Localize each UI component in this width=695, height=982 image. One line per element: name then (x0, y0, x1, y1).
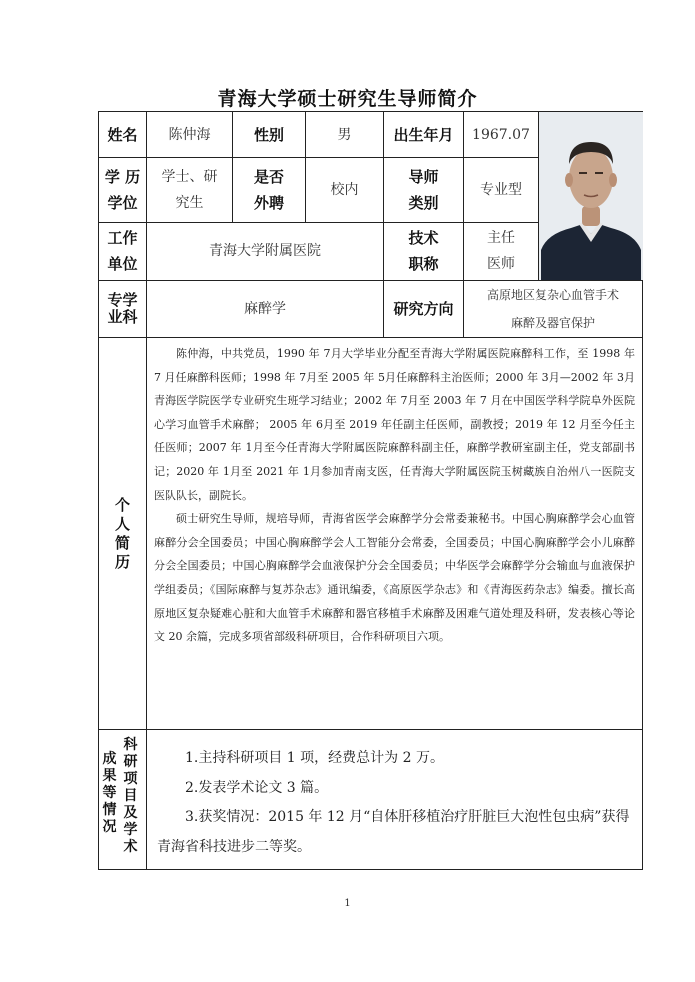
work-unit-value-cell (147, 222, 384, 280)
research-value-line2: 麻醉及器官保护 (510, 316, 595, 330)
specialty-value: 麻醉学 (244, 301, 286, 317)
achievements-label (99, 731, 146, 869)
name-value-cell (147, 112, 233, 158)
resume-label: 个人简历 (115, 495, 131, 571)
external-label-line1: 是否 (253, 167, 284, 186)
edu-label-line2: 学位 (107, 193, 138, 212)
photo-ear-left (565, 173, 573, 187)
external-label-cell (233, 158, 306, 222)
photo-neck (582, 206, 600, 226)
tutor-info-table (98, 111, 643, 870)
achievements-label-cell (99, 730, 147, 870)
work-unit-label-line1: 工作 (107, 229, 138, 248)
edu-value-line1: 学士、研 (161, 168, 218, 185)
specialty-label-cell (99, 281, 147, 338)
edu-value-line2: 究生 (175, 194, 204, 211)
research-value-cell (464, 281, 643, 338)
specialty-value-cell (147, 281, 384, 338)
birth-value-cell (464, 112, 539, 158)
external-label-line2: 外聘 (253, 193, 284, 212)
tutor-type-label-line1: 导师 (408, 167, 439, 186)
portrait-photo (539, 112, 643, 280)
achievements-label-col1: 成果等情况 (102, 750, 117, 835)
birth-label: 出生年月 (393, 125, 454, 144)
achievement-item-1: 1.主持科研项目 1 项，经费总计为 2 万。 (185, 750, 444, 766)
achievement-item-3: 3.获奖情况：2015 年 12 月“自体肝移植治疗肝脏巨大泡性包虫病”获得青海省科技进步二等奖。 (157, 809, 630, 855)
work-unit-label-cell (99, 222, 147, 280)
photo-eye-left (579, 172, 587, 174)
tech-title-label-cell (384, 222, 464, 280)
achievement-item-2: 2.发表学术论文 3 篇。 (185, 779, 329, 796)
resume-paragraph-1: 陈仲海，中共党员，1990 年 7月大学毕业分配至青海大学附属医院麻醉科工作，至 1998 年 7 月任麻醉科医师；1998 年 7月至 2005 年 5月任麻醉科主治医师；2000 年 3月—2002 年 3月青海医学院医学专业研究生班学习结业；2002 年 7月至 2003 年 7 月在中国医学科学院阜外医院心学习血管手术麻醉； 2005 年 6月至 2019 年任副主任医师，副教授；2019 年 12 月至今任主任医师；2007 年 1月至今任青海大学附属医院麻醉科副主任，麻醉学教研室副主任，党支部副书记；2020 年 1月至 2021 年 1月参加青南支医，任青海大学附属医院玉树藏族自治州八一医院支医队队长，副院长。 (154, 347, 635, 502)
edu-value-cell (147, 158, 233, 222)
research-value-line1: 高原地区复杂心血管手术 (486, 288, 619, 302)
tech-title-value-cell (464, 222, 539, 280)
tutor-type-value-cell (464, 158, 539, 222)
work-unit-label-line2: 单位 (107, 255, 138, 274)
resume-content (147, 338, 643, 730)
specialty-label: 专学业科 (107, 291, 138, 326)
name-label-cell (99, 112, 147, 158)
gender-value-cell (306, 112, 384, 158)
tutor-type-value: 专业型 (480, 181, 522, 198)
resume-paragraph-2: 硕士研究生导师，规培导师，青海省医学会麻醉学分会常委兼秘书。中国心胸麻醉学会心血管麻醉分会全国委员；中国心胸麻醉学会人工智能分会常委，全国委员；中国心胸麻醉学会小儿麻醉分会全国委员；中国心胸麻醉学会血液保护分会全国委员；中华医学会麻醉学分会输血与血液保护学组委员；《国际麻醉与复苏杂志》通讯编委，《高原医学杂志》和《青海医药杂志》编委。擅长高原地区复杂疑难心脏和大血管手术麻醉和器官移植手术麻醉及困难气道处理及科研，发表核心等论文 20 余篇，完成多项省部级科研项目，合作科研项目六项。 (154, 512, 635, 644)
tech-title-value-line2: 医师 (487, 256, 515, 273)
photo-face (569, 148, 613, 208)
research-label-cell (384, 281, 464, 338)
page-number: 1 (344, 898, 351, 909)
tech-title-value-line1: 主任 (487, 230, 515, 247)
photo-eye-right (595, 172, 603, 174)
achievements-label-col2: 科研项目及学术 (123, 736, 138, 855)
achievements-content (147, 730, 643, 870)
photo-cell (539, 112, 643, 281)
photo-ear-right (609, 173, 617, 187)
resume-label-cell (99, 338, 147, 730)
name-label: 姓名 (107, 125, 138, 144)
name-value: 陈仲海 (168, 126, 211, 143)
research-label: 研究方向 (393, 300, 454, 318)
tech-title-label-line1: 技术 (408, 229, 439, 248)
gender-label-cell (233, 112, 306, 158)
edu-label-line1: 学 历 (104, 167, 141, 186)
external-value-cell (306, 158, 384, 222)
page-title: 青海大学硕士研究生导师简介 (217, 88, 478, 110)
birth-label-cell (384, 112, 464, 158)
gender-label: 性别 (253, 125, 284, 144)
tutor-type-label-cell (384, 158, 464, 222)
birth-value: 1967.07 (472, 126, 530, 143)
edu-label-cell (99, 158, 147, 222)
external-value: 校内 (330, 181, 359, 198)
gender-value: 男 (337, 126, 352, 143)
work-unit-value: 青海大学附属医院 (209, 243, 321, 260)
tutor-type-label-line2: 类别 (408, 193, 439, 212)
tech-title-label-line2: 职称 (408, 255, 439, 274)
